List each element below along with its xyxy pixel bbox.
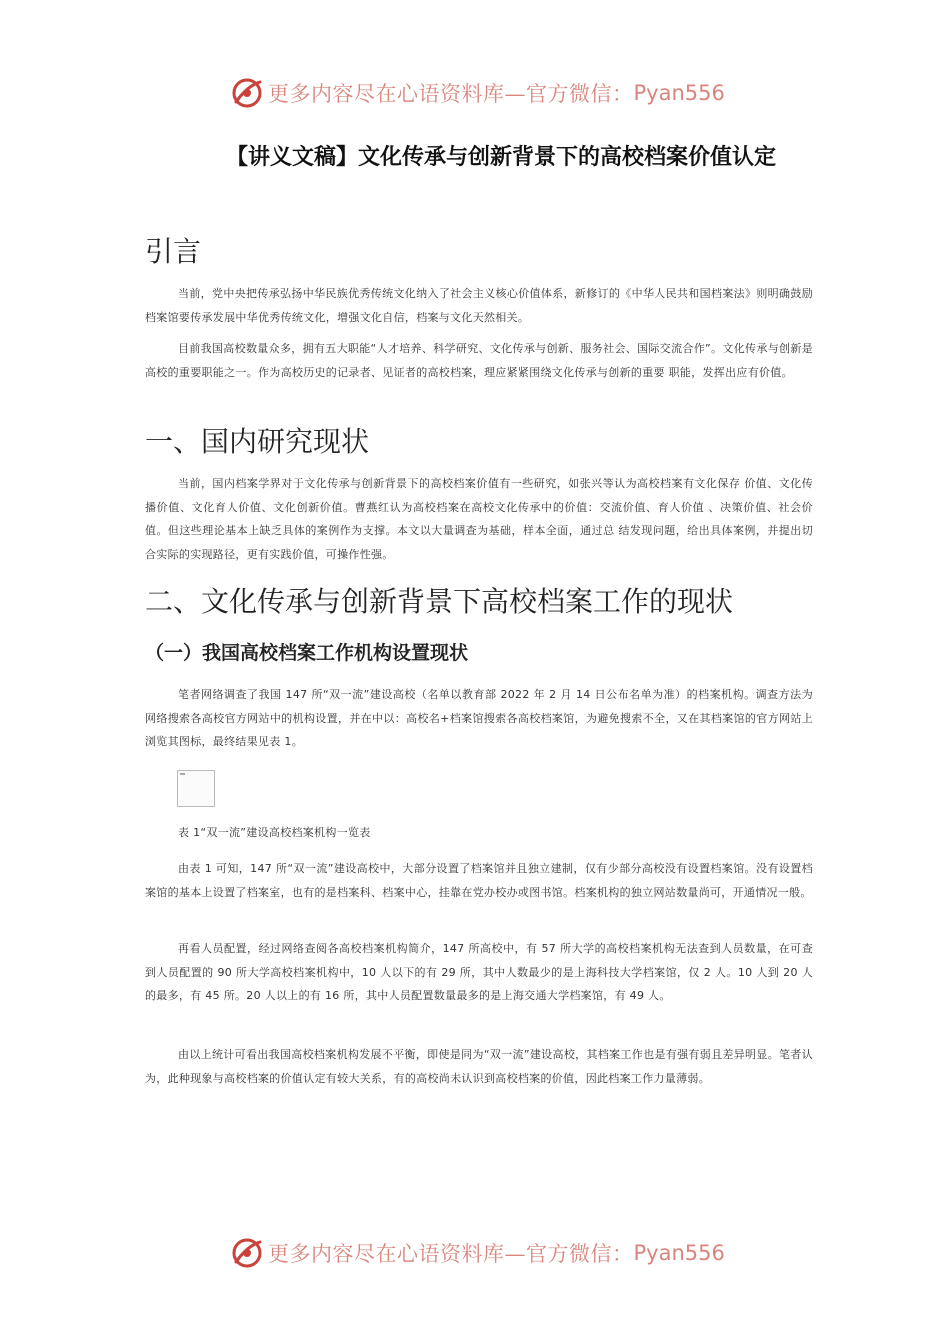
banner-text: 更多内容尽在心语资料库—官方微信： bbox=[268, 82, 634, 106]
brand-logo-icon bbox=[230, 1236, 264, 1270]
paragraph: 由以上统计可看出我国高校档案机构发展不平衡，即使是同为“双一流”建设高校，其档案工作也是有强有弱且差异明显。笔者认为，此种现象与高校档案的价值认定有较大关系，有的高校尚未认识到高校档案的价值，因此档案工作力量薄弱。 bbox=[145, 1048, 813, 1085]
heading-intro: 引言 bbox=[145, 235, 202, 268]
paragraph: 由表 1 可知，147 所“双一流”建设高校中，大部分设置了档案馆并且独立建制，仅有少部分高校没有设置档案馆。没有设置档案馆的基本上设置了档案室，也有的是档案科、档案中心，挂靠在党办校办或图书馆。档案机构的独立网站数量尚可，开通情况一般。 bbox=[145, 862, 813, 899]
brand-logo-icon bbox=[230, 76, 264, 110]
banner-text: 更多内容尽在心语资料库—官方微信： bbox=[268, 1242, 634, 1266]
paragraph: 笔者网络调查了我国 147 所“双一流”建设高校（名单以教育部 2022 年 2 月 14 日公布名单为准）的档案机构。调查方法为网络搜索各高校官方网站中的机构设置，并在中以：高校名+档案馆搜索各高校档案馆，为避免搜索不全，又在其档案馆的官方网站上浏览其图标，最终结果见表 1。 bbox=[145, 688, 813, 748]
table-image-placeholder bbox=[177, 770, 215, 807]
paragraph: 当前，国内档案学界对于文化传承与创新背景下的高校档案价值有一些研究，如张兴等认为高校档案有文化保存 价值、文化传播价值、文化育人价值、文化创新价值。曹燕红认为高校档案在高校文化传承中的价值：交流价值、育人价值 、决策价值、社会价值。但这些理论基本上缺乏具体的案例作为支撑。本文以大量调查为基础，样本全面，通过总 结发现问题，给出具体案例，并提出切合实际的实现路径，更有实践价值，可操作性强。 bbox=[145, 477, 813, 561]
banner-brand: Pyan556 bbox=[633, 1241, 725, 1265]
banner-brand: Pyan556 bbox=[633, 81, 725, 105]
paragraph: 再看人员配置，经过网络查阅各高校档案机构简介，147 所高校中，有 57 所大学的高校档案机构无法查到人员数量，在可查到人员配置的 90 所大学高校档案机构中，10 人以下的有 29 所，其中人数最少的是上海科技大学档案馆，仅 2 人。10 人到 20 人的最多，有 45 所。20 人以上的有 16 所，其中人员配置数量最多的是上海交通大学档案馆，有 49 人。 bbox=[145, 942, 813, 1002]
header-banner bbox=[230, 76, 725, 110]
footer-banner bbox=[230, 1236, 725, 1270]
heading-current-status: 二、文化传承与创新背景下高校档案工作的现状 bbox=[145, 585, 734, 618]
document-title: 【讲义文稿】文化传承与创新背景下的高校档案价值认定 bbox=[225, 145, 776, 170]
table-caption: 表 1“双一流”建设高校档案机构一览表 bbox=[178, 826, 371, 839]
heading-domestic-research: 一、国内研究现状 bbox=[145, 425, 370, 458]
paragraph: 当前，党中央把传承弘扬中华民族优秀传统文化纳入了社会主义核心价值体系，新修订的《中华人民共和国档案法》则明确鼓励档案馆要传承发展中华优秀传统文化，增强文化自信，档案与文化天然相关。 bbox=[145, 287, 813, 324]
subheading-institution-setup: （一）我国高校档案工作机构设置现状 bbox=[145, 642, 469, 664]
paragraph: 目前我国高校数量众多，拥有五大职能“人才培养、科学研究、文化传承与创新、服务社会、国际交流合作”。文化传承与创新是高校的重要职能之一。作为高校历史的记录者、见证者的高校档案，理应紧紧围绕文化传承与创新的重要 职能，发挥出应有价值。 bbox=[145, 342, 813, 379]
